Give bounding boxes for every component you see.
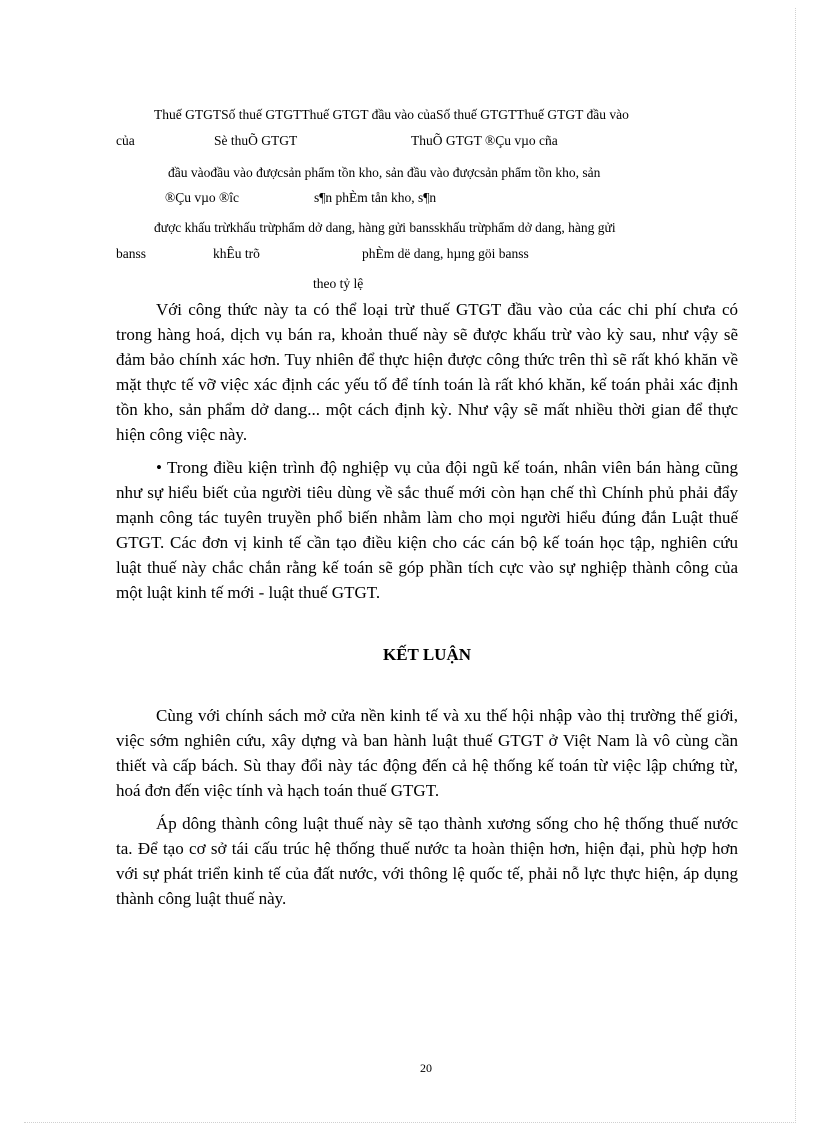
formula-line-6c: phÈm dë dang, hµng göi banss bbox=[362, 246, 529, 261]
conclusion-paragraph-1: Cùng với chính sách mở cửa nền kinh tế và xu thế hội nhập vào thị trường thế giới, việc sớm nghiên cứu, xây dựng và ban hành luật thuế GTGT ở Việt Nam là vô cùng cần thiết và cấp bách. Sù thay đổi này tác động đến cả hệ thống kế toán từ việc lập chứng từ, hoá đơn đến việc tính và hạch toán thuế GTGT. bbox=[116, 706, 738, 800]
page-number: 20 bbox=[420, 1061, 432, 1075]
body-section bbox=[116, 297, 738, 605]
page-edge-right bbox=[795, 8, 796, 1123]
formula-line-1: Thuế GTGTSố thuế GTGTThuế GTGT đầu vào củaSố thuế GTGTThuế GTGT đầu vào bbox=[154, 107, 629, 122]
formula-line-4a: ®Çu vµo ®îc bbox=[165, 190, 240, 205]
formula-line-6b: khÊu trõ bbox=[213, 246, 260, 261]
formula-line-2a: của bbox=[116, 133, 135, 148]
paragraph-bullet-recommendation: • Trong điều kiện trình độ nghiệp vụ của đội ngũ kế toán, nhân viên bán hàng cũng như sự hiểu biết của người tiêu dùng về sắc thuế mới còn hạn chế thì Chính phủ phải đẩy mạnh công tác tuyên truyền phổ biến nhằm làm cho mọi người hiểu đúng đắn Luật thuế GTGT. Các đơn vị kinh tế cần tạo điều kiện cho các cán bộ kế toán học tập, nghiên cứu luật thuế này chắc chắn rằng kế toán sẽ góp phần tích cực vào sự nghiệp thành công của một luật kinh tế mới - luật thuế GTGT. bbox=[116, 458, 738, 602]
formula-line-4b: s¶n phÈm tån kho, s¶n bbox=[314, 190, 437, 205]
conclusion-section bbox=[116, 703, 738, 911]
formula-line-7: theo tỷ lệ bbox=[313, 276, 364, 291]
formula-line-5: được khấu trừkhấu trừphẩm dở dang, hàng gửi bansskhấu trừphẩm dở dang, hàng gửi bbox=[154, 220, 616, 235]
formula-line-2b: Sè thuÕ GTGT bbox=[214, 133, 298, 148]
formula-line-2c: ThuÕ GTGT ®Çu vµo cña bbox=[411, 133, 558, 148]
section-heading: KẾT LUẬN bbox=[382, 645, 471, 664]
paragraph-formula-explanation: Với công thức này ta có thể loại trừ thuế GTGT đầu vào của các chi phí chưa có trong hàng hoá, dịch vụ bán ra, khoản thuế này sẽ được khấu trừ vào kỳ sau, như vậy sẽ đảm bảo chính xác hơn. Tuy nhiên để thực hiện được công thức trên thì sẽ rất khó khăn về mặt thực tế vỡ việc xác định các yếu tố để tính toán là rất khó khăn, kế toán phải xác định tồn kho, sản phẩm dở dang... một cách định kỳ. Như vậy sẽ mất nhiều thời gian để thực hiện công việc này. bbox=[116, 300, 738, 444]
conclusion-paragraph-2: Áp dông thành công luật thuế này sẽ tạo thành xương sống cho hệ thống thuế nước ta. Để tạo cơ sở tái cấu trúc hệ thống thuế nước ta hoàn thiện hơn, hiện đại, phù hợp hơn với sự phát triển kinh tế của đất nước, với thông lệ quốc tế, phải nỗ lực thực hiện, áp dụng thành công luật thuế này. bbox=[116, 814, 738, 908]
formula-line-6a: banss bbox=[116, 246, 146, 261]
formula-line-3: đầu vàođầu vào đượcsản phẩm tồn kho, sản đầu vào đượcsản phẩm tồn kho, sản bbox=[168, 165, 601, 180]
